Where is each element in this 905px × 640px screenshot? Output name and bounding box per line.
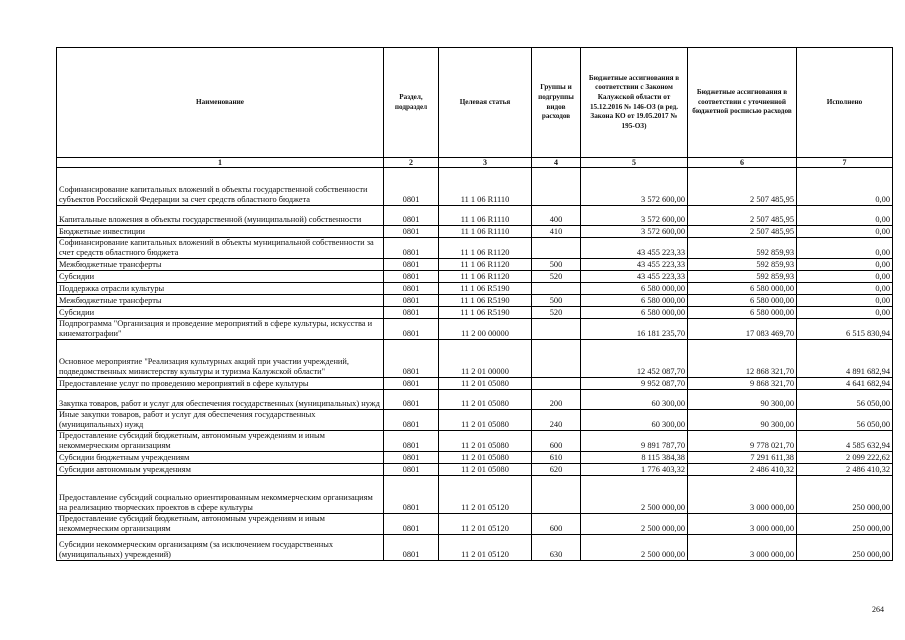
row-executed: 250 000,00 (797, 514, 893, 535)
row-refined: 12 868 321,70 (688, 340, 797, 378)
row-group: 600 (532, 431, 581, 452)
row-target: 11 1 06 R5190 (439, 283, 532, 295)
row-refined: 90 300,00 (688, 410, 797, 431)
row-budget: 6 580 000,00 (581, 295, 688, 307)
row-target: 11 2 01 05080 (439, 452, 532, 464)
row-group: 500 (532, 295, 581, 307)
row-budget: 2 500 000,00 (581, 535, 688, 561)
table-row (57, 295, 893, 307)
row-executed: 0,00 (797, 259, 893, 271)
row-section: 0801 (384, 226, 439, 238)
row-target: 11 2 01 05080 (439, 410, 532, 431)
row-executed: 56 050,00 (797, 390, 893, 410)
row-refined: 2 507 485,95 (688, 206, 797, 226)
row-refined: 592 859,93 (688, 271, 797, 283)
row-executed: 0,00 (797, 307, 893, 319)
table-row (57, 340, 893, 378)
row-executed: 0,00 (797, 226, 893, 238)
row-budget: 43 455 223,33 (581, 238, 688, 259)
row-group: 610 (532, 452, 581, 464)
row-section: 0801 (384, 410, 439, 431)
column-number: 3 (439, 158, 532, 168)
row-section: 0801 (384, 206, 439, 226)
table-header-row (57, 48, 893, 158)
row-group (532, 168, 581, 206)
row-refined: 592 859,93 (688, 238, 797, 259)
header-refined: Бюджетные ассигнования в соответствии с уточненной бюджетной росписью расходов (688, 48, 797, 158)
row-refined: 3 000 000,00 (688, 476, 797, 514)
table-row (57, 283, 893, 295)
row-refined: 9 868 321,70 (688, 378, 797, 390)
row-name: Софинансирование капитальных вложений в объекты государственной собственности субъектов Российской Федерации за счет средств областного бюджета (57, 168, 384, 206)
row-budget: 3 572 600,00 (581, 206, 688, 226)
row-group (532, 476, 581, 514)
row-target: 11 2 01 05120 (439, 535, 532, 561)
row-executed: 0,00 (797, 238, 893, 259)
page-number: 264 (872, 605, 884, 614)
row-executed: 250 000,00 (797, 476, 893, 514)
row-executed: 0,00 (797, 168, 893, 206)
row-target: 11 2 01 00000 (439, 340, 532, 378)
row-section: 0801 (384, 514, 439, 535)
budget-table (56, 47, 893, 561)
row-refined: 7 291 611,38 (688, 452, 797, 464)
row-section: 0801 (384, 378, 439, 390)
row-section: 0801 (384, 319, 439, 340)
row-target: 11 1 06 R1120 (439, 238, 532, 259)
table-row (57, 452, 893, 464)
column-number: 4 (532, 158, 581, 168)
row-group: 400 (532, 206, 581, 226)
row-refined: 6 580 000,00 (688, 283, 797, 295)
column-number: 6 (688, 158, 797, 168)
row-name: Софинансирование капитальных вложений в объекты муниципальной собственности за счет средств областного бюджета (57, 238, 384, 259)
table-row (57, 431, 893, 452)
row-group: 520 (532, 271, 581, 283)
row-budget: 43 455 223,33 (581, 259, 688, 271)
column-number: 1 (57, 158, 384, 168)
row-name: Предоставление услуг по проведению мероприятий в сфере культуры (57, 378, 384, 390)
table-row (57, 390, 893, 410)
row-refined: 90 300,00 (688, 390, 797, 410)
row-name: Межбюджетные трансферты (57, 295, 384, 307)
row-group: 410 (532, 226, 581, 238)
row-section: 0801 (384, 238, 439, 259)
column-number: 7 (797, 158, 893, 168)
row-section: 0801 (384, 307, 439, 319)
row-target: 11 2 01 05080 (439, 390, 532, 410)
header-budget: Бюджетные ассигнования в соответствии с Законом Калужской области от 15.12.2016 № 146-ОЗ (в ред. Закона КО от 19.05.2017 № 195-ОЗ) (581, 48, 688, 158)
row-budget: 1 776 403,32 (581, 464, 688, 476)
row-executed: 0,00 (797, 283, 893, 295)
row-executed: 2 486 410,32 (797, 464, 893, 476)
table-row (57, 514, 893, 535)
row-executed: 0,00 (797, 295, 893, 307)
row-budget: 2 500 000,00 (581, 476, 688, 514)
row-budget: 43 455 223,33 (581, 271, 688, 283)
row-group (532, 283, 581, 295)
row-budget: 60 300,00 (581, 410, 688, 431)
row-section: 0801 (384, 283, 439, 295)
row-budget: 8 115 384,38 (581, 452, 688, 464)
header-target: Целевая статья (439, 48, 532, 158)
row-group: 500 (532, 259, 581, 271)
row-target: 11 2 01 05120 (439, 514, 532, 535)
table-row (57, 206, 893, 226)
header-group: Группы и подгруппы видов расходов (532, 48, 581, 158)
row-section: 0801 (384, 431, 439, 452)
row-refined: 17 083 469,70 (688, 319, 797, 340)
table-row (57, 476, 893, 514)
row-refined: 6 580 000,00 (688, 307, 797, 319)
row-refined: 592 859,93 (688, 259, 797, 271)
row-budget: 2 500 000,00 (581, 514, 688, 535)
header-executed: Исполнено (797, 48, 893, 158)
table-row (57, 226, 893, 238)
table-row (57, 259, 893, 271)
table-row (57, 464, 893, 476)
row-executed: 250 000,00 (797, 535, 893, 561)
row-group: 620 (532, 464, 581, 476)
row-executed: 6 515 830,94 (797, 319, 893, 340)
row-group (532, 238, 581, 259)
header-section: Раздел, подраздел (384, 48, 439, 158)
row-executed: 2 099 222,62 (797, 452, 893, 464)
row-budget: 6 580 000,00 (581, 307, 688, 319)
row-group: 630 (532, 535, 581, 561)
table-row (57, 410, 893, 431)
row-target: 11 1 06 R5190 (439, 295, 532, 307)
row-section: 0801 (384, 452, 439, 464)
row-target: 11 1 06 R1110 (439, 168, 532, 206)
row-budget: 3 572 600,00 (581, 168, 688, 206)
row-name: Субсидии (57, 271, 384, 283)
row-target: 11 2 01 05080 (439, 431, 532, 452)
row-group: 200 (532, 390, 581, 410)
row-section: 0801 (384, 168, 439, 206)
row-name: Субсидии (57, 307, 384, 319)
row-section: 0801 (384, 476, 439, 514)
row-section: 0801 (384, 271, 439, 283)
row-name: Иные закупки товаров, работ и услуг для обеспечения государственных (муниципальных) нужд (57, 410, 384, 431)
row-refined: 2 507 485,95 (688, 168, 797, 206)
row-name: Предоставление субсидий бюджетным, автономным учреждениям и иным некоммерческим организациям (57, 514, 384, 535)
row-budget: 9 952 087,70 (581, 378, 688, 390)
row-name: Субсидии автономным учреждениям (57, 464, 384, 476)
row-section: 0801 (384, 390, 439, 410)
table-row (57, 535, 893, 561)
row-target: 11 1 06 R5190 (439, 307, 532, 319)
row-group (532, 378, 581, 390)
row-target: 11 2 01 05080 (439, 378, 532, 390)
row-name: Предоставление субсидий бюджетным, автономным учреждениям и иным некоммерческим организациям (57, 431, 384, 452)
row-name: Субсидии некоммерческим организациям (за исключением государственных (муниципальных) учреждений) (57, 535, 384, 561)
row-executed: 0,00 (797, 271, 893, 283)
row-name: Предоставление субсидий социально ориентированным некоммерческим организациям на реализацию творческих проектов в сфере культуры (57, 476, 384, 514)
row-budget: 3 572 600,00 (581, 226, 688, 238)
table-row (57, 378, 893, 390)
row-group: 520 (532, 307, 581, 319)
row-target: 11 1 06 R1110 (439, 206, 532, 226)
row-executed: 56 050,00 (797, 410, 893, 431)
row-refined: 6 580 000,00 (688, 295, 797, 307)
column-number: 5 (581, 158, 688, 168)
row-budget: 16 181 235,70 (581, 319, 688, 340)
row-target: 11 2 00 00000 (439, 319, 532, 340)
table-body (57, 168, 893, 561)
row-executed: 4 585 632,94 (797, 431, 893, 452)
row-target: 11 2 01 05080 (439, 464, 532, 476)
row-name: Бюджетные инвестиции (57, 226, 384, 238)
row-group (532, 340, 581, 378)
row-refined: 3 000 000,00 (688, 535, 797, 561)
row-section: 0801 (384, 464, 439, 476)
row-group (532, 319, 581, 340)
row-budget: 60 300,00 (581, 390, 688, 410)
row-name: Капитальные вложения в объекты государственной (муниципальной) собственности (57, 206, 384, 226)
row-name: Основное мероприятие "Реализация культурных акций при участии учреждений, подведомственных министерству культуры и туризма Калужской области" (57, 340, 384, 378)
row-refined: 2 486 410,32 (688, 464, 797, 476)
column-number-row (57, 158, 893, 168)
row-section: 0801 (384, 535, 439, 561)
table-row (57, 319, 893, 340)
row-executed: 4 641 682,94 (797, 378, 893, 390)
row-name: Поддержка отрасли культуры (57, 283, 384, 295)
header-name: Наименование (57, 48, 384, 158)
table-row (57, 307, 893, 319)
table-row (57, 238, 893, 259)
row-refined: 9 778 021,70 (688, 431, 797, 452)
column-number: 2 (384, 158, 439, 168)
row-executed: 0,00 (797, 206, 893, 226)
row-target: 11 1 06 R1120 (439, 259, 532, 271)
row-budget: 12 452 087,70 (581, 340, 688, 378)
row-target: 11 1 06 R1110 (439, 226, 532, 238)
table-row (57, 271, 893, 283)
row-refined: 3 000 000,00 (688, 514, 797, 535)
row-section: 0801 (384, 340, 439, 378)
row-target: 11 2 01 05120 (439, 476, 532, 514)
row-name: Закупка товаров, работ и услуг для обеспечения государственных (муниципальных) нужд (57, 390, 384, 410)
row-group: 240 (532, 410, 581, 431)
row-refined: 2 507 485,95 (688, 226, 797, 238)
row-group: 600 (532, 514, 581, 535)
row-executed: 4 891 682,94 (797, 340, 893, 378)
row-name: Подпрограмма "Организация и проведение мероприятий в сфере культуры, искусства и кинематографии" (57, 319, 384, 340)
table-row (57, 168, 893, 206)
row-target: 11 1 06 R1120 (439, 271, 532, 283)
row-budget: 6 580 000,00 (581, 283, 688, 295)
row-section: 0801 (384, 259, 439, 271)
row-name: Межбюджетные трансферты (57, 259, 384, 271)
row-name: Субсидии бюджетным учреждениям (57, 452, 384, 464)
row-section: 0801 (384, 295, 439, 307)
row-budget: 9 891 787,70 (581, 431, 688, 452)
